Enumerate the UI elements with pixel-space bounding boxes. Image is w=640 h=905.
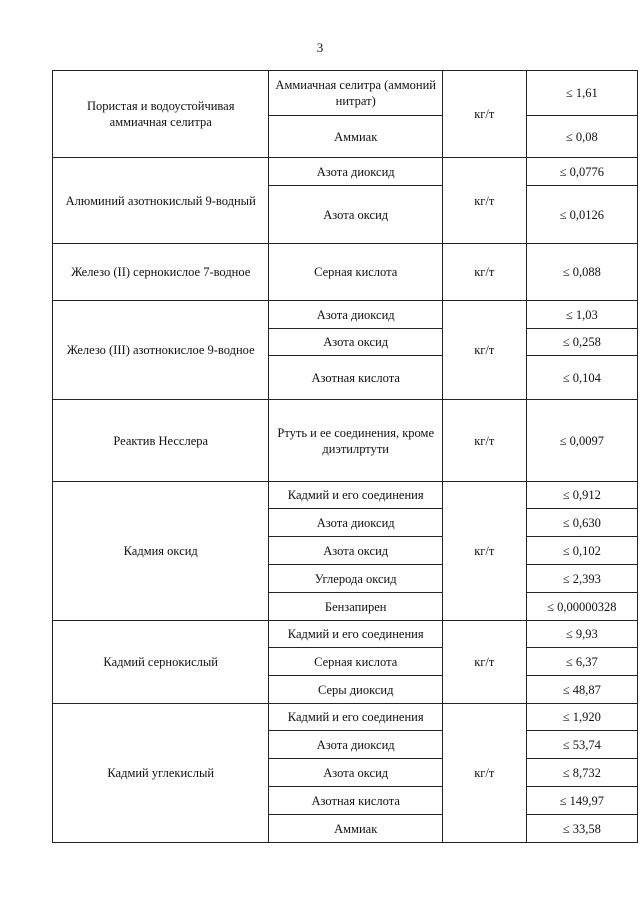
value-cell: ≤ 8,732 <box>526 759 637 787</box>
pollutant-cell: Ртуть и ее соединения, кроме диэтилртути <box>269 400 443 482</box>
value-cell: ≤ 0,0776 <box>526 158 637 186</box>
pollutant-cell: Азота оксид <box>269 329 443 356</box>
substance-cell: Реактив Несслера <box>53 400 269 482</box>
pollutant-cell: Азота оксид <box>269 186 443 244</box>
unit-cell: кг/т <box>442 621 526 704</box>
value-cell: ≤ 0,630 <box>526 509 637 537</box>
value-cell: ≤ 0,0126 <box>526 186 637 244</box>
value-cell: ≤ 6,37 <box>526 648 637 676</box>
pollutant-cell: Аммиак <box>269 116 443 158</box>
value-cell: ≤ 53,74 <box>526 731 637 759</box>
pollutant-cell: Азота диоксид <box>269 731 443 759</box>
value-cell: ≤ 33,58 <box>526 815 637 843</box>
value-cell: ≤ 0,102 <box>526 537 637 565</box>
value-cell: ≤ 0,0097 <box>526 400 637 482</box>
pollutant-cell: Серы диоксид <box>269 676 443 704</box>
table-row <box>53 244 638 301</box>
pollutant-cell: Азота диоксид <box>269 509 443 537</box>
pollutant-cell: Серная кислота <box>269 244 443 301</box>
pollutant-cell: Кадмий и его соединения <box>269 482 443 509</box>
value-cell: ≤ 1,61 <box>526 71 637 116</box>
substance-cell: Кадмия оксид <box>53 482 269 621</box>
pollutant-cell: Углерода оксид <box>269 565 443 593</box>
pollutant-cell: Кадмий и его соединения <box>269 704 443 731</box>
unit-cell: кг/т <box>442 158 526 244</box>
value-cell: ≤ 0,088 <box>526 244 637 301</box>
value-cell: ≤ 0,258 <box>526 329 637 356</box>
unit-cell: кг/т <box>442 301 526 400</box>
pollutant-cell: Азота диоксид <box>269 158 443 186</box>
table-row <box>53 71 638 116</box>
page-number: 3 <box>316 40 324 55</box>
value-cell: ≤ 0,104 <box>526 356 637 400</box>
pollutant-cell: Бензапирен <box>269 593 443 621</box>
pollutant-cell: Кадмий и его соединения <box>269 621 443 648</box>
pollutant-cell: Азотная кислота <box>269 356 443 400</box>
value-cell: ≤ 0,00000328 <box>526 593 637 621</box>
substance-cell: Железо (II) сернокислое 7-водное <box>53 244 269 301</box>
value-cell: ≤ 1,920 <box>526 704 637 731</box>
value-cell: ≤ 149,97 <box>526 787 637 815</box>
unit-cell: кг/т <box>442 400 526 482</box>
substance-cell: Кадмий сернокислый <box>53 621 269 704</box>
substance-cell: Кадмий углекислый <box>53 704 269 843</box>
pollutant-cell: Аммиачная селитра (аммоний нитрат) <box>269 71 443 116</box>
emission-norms-table <box>52 70 638 843</box>
substance-cell: Пористая и водоустойчивая аммиачная селитра <box>53 71 269 158</box>
table-row <box>53 400 638 482</box>
value-cell: ≤ 9,93 <box>526 621 637 648</box>
unit-cell: кг/т <box>442 704 526 843</box>
unit-cell: кг/т <box>442 71 526 158</box>
table-row <box>53 158 638 186</box>
value-cell: ≤ 0,912 <box>526 482 637 509</box>
pollutant-cell: Азота оксид <box>269 759 443 787</box>
pollutant-cell: Азота оксид <box>269 537 443 565</box>
table-row <box>53 704 638 731</box>
pollutant-cell: Азота диоксид <box>269 301 443 329</box>
table-row <box>53 482 638 509</box>
pollutant-cell: Азотная кислота <box>269 787 443 815</box>
pollutant-cell: Серная кислота <box>269 648 443 676</box>
table-row <box>53 301 638 329</box>
unit-cell: кг/т <box>442 482 526 621</box>
substance-cell: Алюминий азотнокислый 9-водный <box>53 158 269 244</box>
value-cell: ≤ 48,87 <box>526 676 637 704</box>
pollutant-cell: Аммиак <box>269 815 443 843</box>
value-cell: ≤ 0,08 <box>526 116 637 158</box>
unit-cell: кг/т <box>442 244 526 301</box>
table-row <box>53 621 638 648</box>
substance-cell: Железо (III) азотнокислое 9-водное <box>53 301 269 400</box>
value-cell: ≤ 2,393 <box>526 565 637 593</box>
value-cell: ≤ 1,03 <box>526 301 637 329</box>
